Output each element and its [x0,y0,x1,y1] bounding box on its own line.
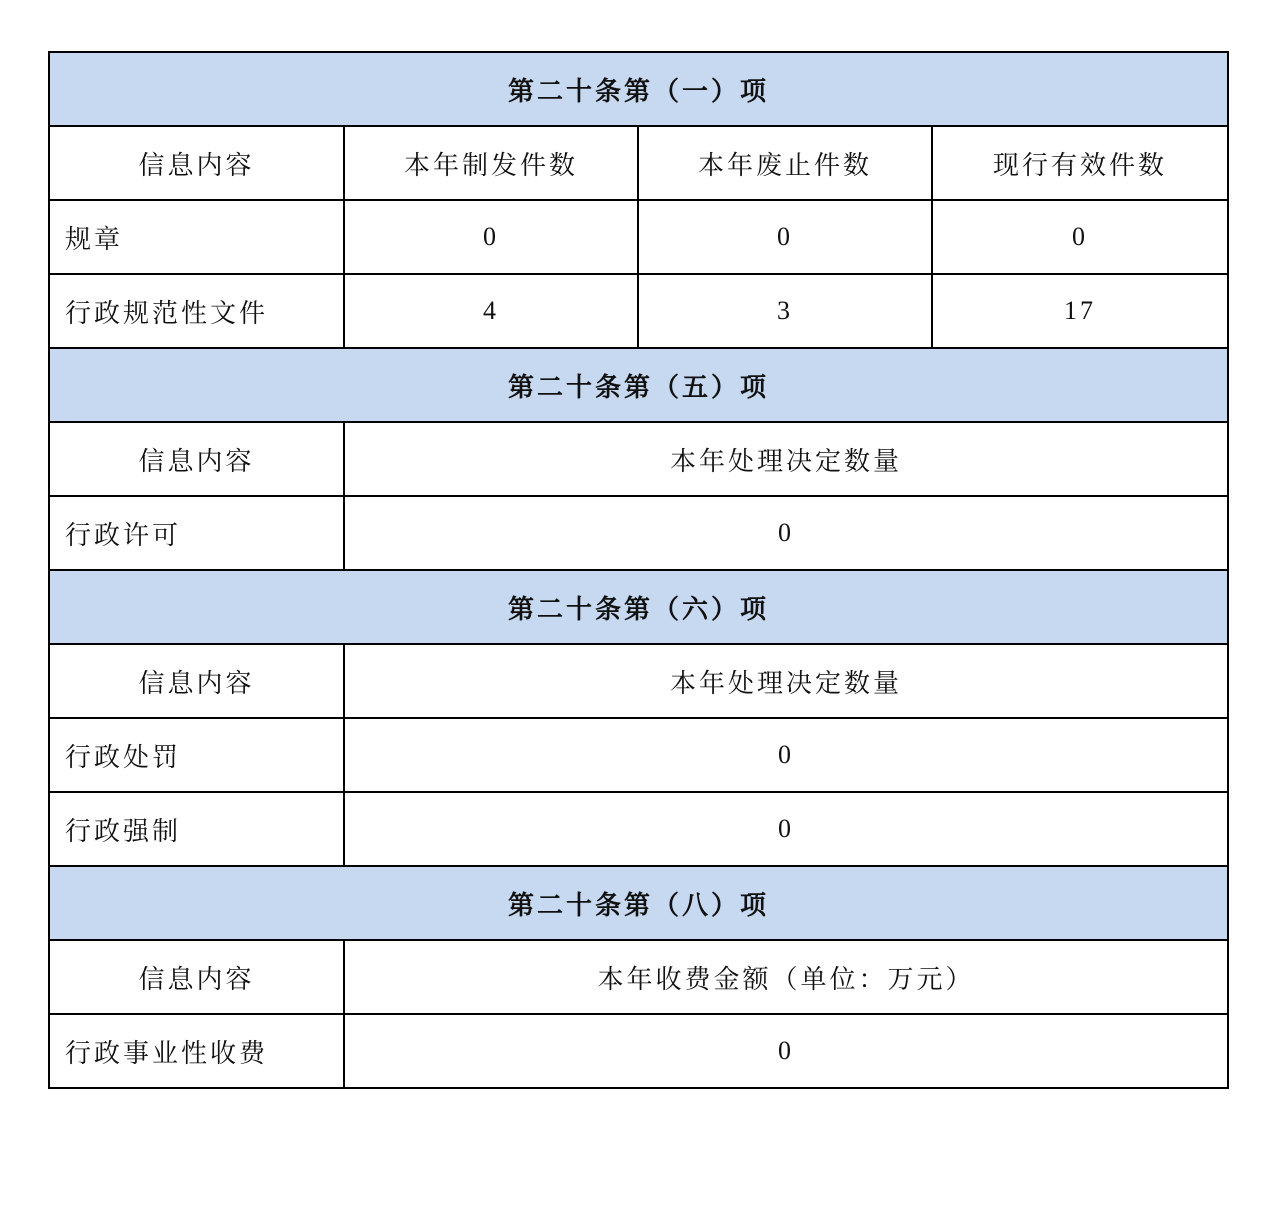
cell-value: 4 [344,274,638,348]
cell-value: 0 [344,792,1228,866]
column-header-repealed: 本年废止件数 [638,126,932,200]
column-header-decisions: 本年处理决定数量 [344,644,1228,718]
column-header-decisions: 本年处理决定数量 [344,422,1228,496]
section-title: 第二十条第（六）项 [49,570,1228,644]
header-row [49,126,1228,200]
header-row [49,644,1228,718]
table-row [49,718,1228,792]
table-row [49,200,1228,274]
row-label: 行政强制 [49,792,344,866]
column-header-effective: 现行有效件数 [932,126,1228,200]
column-header-info: 信息内容 [49,644,344,718]
column-header-info: 信息内容 [49,422,344,496]
section-title-row [49,348,1228,422]
cell-value: 0 [344,200,638,274]
section-title: 第二十条第（一）项 [49,52,1228,126]
row-label: 行政规范性文件 [49,274,344,348]
section-title-row [49,866,1228,940]
cell-value: 0 [344,1014,1228,1088]
header-row [49,940,1228,1014]
cell-value: 0 [932,200,1228,274]
section-title-row [49,52,1228,126]
row-label: 行政处罚 [49,718,344,792]
column-header-issued: 本年制发件数 [344,126,638,200]
column-header-info: 信息内容 [49,940,344,1014]
disclosure-table [48,51,1229,1089]
row-label: 规章 [49,200,344,274]
section-title-row [49,570,1228,644]
cell-value: 0 [344,718,1228,792]
column-header-fees: 本年收费金额（单位：万元） [344,940,1228,1014]
table-row [49,792,1228,866]
column-header-info: 信息内容 [49,126,344,200]
table-row [49,496,1228,570]
cell-value: 0 [638,200,932,274]
section-title: 第二十条第（五）项 [49,348,1228,422]
cell-value: 17 [932,274,1228,348]
table-row [49,1014,1228,1088]
row-label: 行政许可 [49,496,344,570]
cell-value: 0 [344,496,1228,570]
header-row [49,422,1228,496]
cell-value: 3 [638,274,932,348]
table-row [49,274,1228,348]
row-label: 行政事业性收费 [49,1014,344,1088]
section-title: 第二十条第（八）项 [49,866,1228,940]
